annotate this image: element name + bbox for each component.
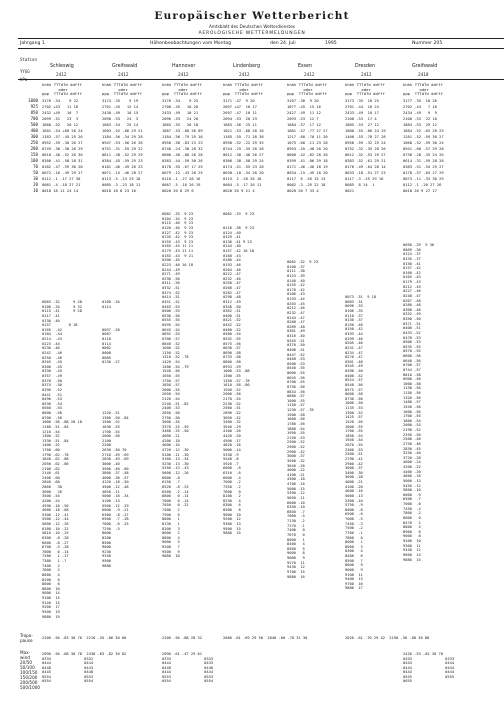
level-row: 0110 -1 -27 28 16 <box>162 177 201 181</box>
level-row: 0610 -40 -52 26 30 <box>42 153 83 157</box>
level-row: 0947 -53 -56 26 26 <box>102 141 143 145</box>
level-row: 2099 -51 23 3 <box>42 117 79 121</box>
station-upper-column <box>287 98 328 194</box>
level-row: 0606 -40 -88 26 28 <box>162 153 203 157</box>
level-row: 2432 +49 10 7 <box>42 111 79 115</box>
maxwind-row: 2090 -56 -68 30 78 2430 -63 -82 30 82 0334 0332 0444 0444 0448 0443 0445 0448 0554 0553 0554 0554 <box>42 652 127 683</box>
level-row: 2697 -47 10 11 <box>223 111 257 115</box>
level-row: 1075 -60 -11 23 28 <box>287 141 328 145</box>
pressure-level: 30 <box>33 176 38 181</box>
report-section: AEROLOGISCHE WETTERMELDUNGEN <box>198 31 306 36</box>
level-row: 0087 -5 -18 26 19 <box>162 183 201 187</box>
level-row: 1184 -56 -79 25 16 <box>162 135 203 139</box>
maxwind-label: Max- wind 20/50 50/100 100/150 150/200 200/500 500/1000 <box>20 650 41 690</box>
level-row: 0182 -47 -59 30 28 <box>42 165 83 169</box>
station-name: Greifswald <box>412 64 438 69</box>
level-row: 0073 -11 -33 30 29 <box>403 177 444 181</box>
level-row: 1881 -57 -77 27 27 <box>287 129 328 133</box>
significant-level-block: 0050 -29 9 36 0069 -30 0124 -37 0135 -37 0150 -41 0157 -42 0160 -42 0165 -43 0179 -43 0212 -45 0227 -46 0248 -47 0267 -48 0280 -48 0300 -48 0332 -49 0350 -50 0371 -51 0400 -51 0433 -52 0478 -53 0500 -53 0535 -55 0570 -55 0600 -56 0640 -56 0700 -57 0744 -57 0810 -58 0900 -58 1000 -58 1130 -56 1150 -56 1320 -56 1480 -57 1540 -56 1600 -56 1700 -55 1800 -54 2000 -53 2190 -52 2350 -50 2500 -48 2750 -46 2830 -45 3250 -40 3720 -28 4000 -24 4200 -22 4400 -20 4600 -18 5000 -13 5450 -12 5800 -10 6000 -9 6500 -7 7000 -6 7450 -4 7800 -2 8000 0 8470 2 8800 4 8960 6 9000 8 9200 10 9300 11 9440 12 9600 14 9880 15 <box>403 243 435 562</box>
level-row: 2098 -53 24 3 <box>102 117 139 121</box>
tropopause-row: 2200 -56 -83 30 70 2210 -55 -86 30 80 <box>42 636 127 640</box>
level-row: 1281 -52 -59 30 27 <box>403 135 444 139</box>
report-title: Europäischer Wetterbericht <box>154 10 350 22</box>
significant-level-block: 0083 -32 9 28 0100 -34 9 32 0115 -41 9 28 0117 -41 0130 -40 0157 8 18 0165 -42 0184 -44 0214 -43 0223 -44 0236 -46 0242 -46 0250 -46 0265 -45 0300 -45 0330 -45 0357 -49 0370 -50 0374 -50 0390 -52 0441 -51 0490 -53 0530 -54 0560 -55 0600 -56 0700 -56 1000 -56 -88 28 18 1180 -51 -84 1210 -54 1300 -52 1330 -51 -84 1400 -52 1700 -60 1790 -62 -78 1840 -62 -88 2050 -62 -86 2100 -62 2140 -61 2400 -60 2840 -60 2860 30 3000 26 3500 -54 4200 -24 4590 -18 -50 4680 -18 -68 5300 -12 -41 5500 -12 -44 5600 -12 -26 6180 -10 -22 5810 -10 -25 6300 -8 -28 6600 -8 -27 6700 -5 -28 7000 0 -14 7280 1 -17 7380 1 -7 7400 2 7600 2 8000 4 8200 6 8600 8 8800 10 9000 14 9100 15 9140 15 9200 17 9500 19 9880 19 <box>42 300 82 619</box>
level-row: 0020 20 9 21 4 <box>223 189 255 193</box>
level-row: 0081 -4 -18 27 21 <box>42 183 81 187</box>
level-row: 0112 -1 -17 27 30 <box>42 177 81 181</box>
level-row: 1887 -53 -68 26 09 <box>162 129 203 133</box>
table-rule <box>18 79 504 80</box>
level-row: 1183 -57 -45 25 26 <box>42 135 83 139</box>
significant-level-block: 0100 -34 0114 0057 -20 0087 0118 0114 0082 0008 0085 0130 -27 1220 -51 1380 -50 -84 1500 -52 1630 -53 1700 -54 2000 -58 2100 2200 2630 -50 70 2710 -49 -69 2830 -49 -69 3000 -40 3500 -40 -60 3800 -37 -58 4000 -30 -57 4120 -18 -50 4500 -12 -48 4850 -11 5000 -16 -34 5100 -13 5500 -12 -29 6000 -9 -21 6300 -8 -27 6500 -7 -28 7000 -6 -25 7250 -5 8000 8200 8500 9000 9230 9330 9500 9880 <box>102 300 129 568</box>
column-header: hhhh TTTdTd ddfff oder ppp TTTdTd ddfff <box>102 82 142 97</box>
level-row: 2430 -49 10 15 <box>102 111 139 115</box>
level-row: 0082 -3 -29 22 18 <box>287 183 326 187</box>
level-row: 0384 -45 -59 29 23 <box>102 159 143 163</box>
level-row: 1184 -56 -34 29 28 <box>102 135 143 139</box>
station-name: Essen <box>298 64 313 69</box>
level-row: 3177 -35 10 26 <box>403 99 437 103</box>
level-row: 1884 -57 17 12 <box>287 123 321 127</box>
level-row: 0176 -49 -64 28 14 <box>345 165 386 169</box>
station-upper-column <box>345 98 386 194</box>
level-row: 0181 -46 -49 26 23 <box>102 165 143 169</box>
report-subtitle: Amtsblatt des Deutschen Wetterdienstes <box>209 24 295 29</box>
station-name: Dresden <box>355 64 376 69</box>
pressure-level: 850 <box>30 110 38 115</box>
significant-level-block: 0082 -33 9 23 0104 -34 9 23 0115 -40 9 23 0120 -40 9 23 0127 -42 9 23 0135 -42 9 23 0155 -43 9 23 0165 -43 11 11 0179 -43 11 11 0183 -43 9 21 0200 -45 0223 -46 10 18 0244 -49 0271 -49 0290 -50 0311 -50 0332 -51 0374 -52 0414 -51 0451 -52 0483 -53 0500 -53 0530 -56 0555 -55 0595 -54 0645 -54 0692 -53 0700 -57 0840 -52 1000 -52 1150 -52 1310 -52 -78 1420 -54 1500 -54 -79 1540 -56 1650 -55 1750 -57 1850 -57 2000 -55 2050 -54 2120 -54 2240 -51 -82 2400 -53 2650 -50 2750 -50 3000 -45 3370 -25 -55 3460 -25 -50 4000 -21 4200 -18 4600 -16 4720 -12 -30 5100 -11 -30 5160 -13 -34 5230 -13 -30 5350 -13 -43 5600 -12 -26 6000 -8 6150 -7 6520 -8 -25 6560 -2 -14 6800 0 -14 7000 0 -14 7050 0 -22 7400 2 7500 0 8000 1 8130 1 8200 3 8600 2 8800 4 9000 5 9200 7 9500 9 9880 10 <box>162 212 194 559</box>
pressure-levels <box>22 98 38 194</box>
report-year: 1995 <box>325 41 337 46</box>
level-row: 0085 8 14 1 <box>345 183 375 187</box>
level-row: 1880 -55 -66 24 19 <box>345 129 386 133</box>
level-row: 2100 -53 22 18 <box>403 117 437 121</box>
report-date: den 24. Juli <box>270 41 296 46</box>
level-row: 0953 -45 -48 20 20 <box>287 147 328 151</box>
level-row: 1217 -60 -70 11 20 <box>287 135 328 139</box>
level-row: 0600 -42 -82 28 28 <box>287 153 328 157</box>
level-row: 0084 -5 -17 26 11 <box>223 183 262 187</box>
level-row: 0612 -30 -46 26 27 <box>223 153 264 157</box>
level-row: 1884 -53 29 12 <box>403 123 437 127</box>
level-row: 0386 -41 -58 28 31 <box>42 159 83 163</box>
station-id: 2412 <box>304 73 315 78</box>
level-row: 2701 -45 12 14 <box>102 105 139 109</box>
level-row: 0112 -1 -20 27 26 <box>403 183 442 187</box>
column-header: hhhh TTTdTd ddfff oder ppp TTTdTd ddfff <box>42 82 82 97</box>
level-row: 0751 -31 -55 29 22 <box>102 147 143 151</box>
level-row: 3174 -35 9 19 <box>102 99 139 103</box>
station-name: Greifswald <box>112 64 138 69</box>
level-row: 0752 -32 -35 28 26 <box>345 147 386 151</box>
tropopause-row: 2080 -61 -69 29 58 2040 -60 -70 31 30 <box>223 636 308 640</box>
pressure-level: 150 <box>30 152 38 157</box>
level-row: 0020 20 8 29 6 <box>162 189 194 193</box>
level-row: 2093 -53 12 7 <box>287 117 319 121</box>
level-row: 0950 -58 -83 23 23 <box>162 141 203 145</box>
pressure-level: 1000 <box>28 98 38 103</box>
station-upper-column <box>102 98 143 194</box>
level-row: 0611 -38 -52 29 29 <box>102 153 143 157</box>
maxwind-row: 2420 -53 -82 30 78 0333 0333 0444 0444 0444 0444 0444 0444 0555 0555 0655 <box>403 652 455 683</box>
level-row: 0071 -15 -46 28 27 <box>102 171 143 175</box>
level-row: 0021 <box>345 189 355 193</box>
level-row: 0383 -51 -54 29 27 <box>403 165 444 169</box>
level-row: 0178 -57 -65 27 29 <box>403 171 444 175</box>
hpa-label: hPa <box>20 77 28 82</box>
level-row: 2427 -49 11 12 <box>287 111 321 115</box>
station-upper-column <box>162 98 203 194</box>
level-row: 1821 -53 -68 28 10 <box>223 129 264 133</box>
jahrgang: Jahrgang 1 <box>20 41 45 46</box>
level-row: 1603 -52 -66 29 21 <box>102 129 143 133</box>
level-row: 0956 -59 -32 25 24 <box>345 141 386 145</box>
station-upper-column <box>223 98 264 194</box>
station-id: 2412 <box>118 73 129 78</box>
pressure-level: 10 <box>33 188 38 193</box>
level-row: 0117 6 -26 15 13 <box>287 177 326 181</box>
level-row: 2697 +47 10 17 <box>223 105 257 109</box>
level-row: 0072 -16 -49 29 27 <box>42 171 83 175</box>
pressure-level: 250 <box>30 140 38 145</box>
pressure-level: 100 <box>30 158 38 163</box>
station-name: Schleswig <box>50 64 74 69</box>
level-row: 0383 -52 -61 29 21 <box>345 159 386 163</box>
level-row: 3171 -47 9 20 <box>223 99 255 103</box>
level-row: 1060 -52 -59 30 24 <box>403 141 444 145</box>
level-row: 1885 -55 26 18 <box>162 123 199 127</box>
station-id: 2412 <box>361 73 372 78</box>
level-row: 0174 -51 -55 23 28 <box>223 165 264 169</box>
pressure-level: 700 <box>30 116 38 121</box>
level-row: 1883 -54 25 14 <box>102 123 139 127</box>
station-name: Lindenberg <box>233 64 261 69</box>
station-id: 2412 <box>239 73 250 78</box>
level-row: 0614 -31 -59 28 28 <box>403 159 444 163</box>
column-header: hhhh TTTdTd ddfff oder ppp TTTdTd ddfff <box>403 82 443 97</box>
significant-level-block: 0082 -32 9 23 0100 -37 0111 -38 0123 -39 0140 -40 0155 -42 0170 -42 0186 -43 0193 -44 0203 -45 0212 -46 0232 -47 0244 -47 0268 -47 0289 -48 0301 -49 0316 -50 0345 -51 0370 -50 0408 -51 0447 -52 0468 -53 0500 -53 0540 -55 0600 -55 0645 -56 0700 -55 0756 -56 0834 -56 0880 -57 1000 -55 1150 -57 1230 -57 -78 1500 -58 1660 -56 1780 -56 1880 -54 1950 -55 2150 -53 2300 -52 2560 -52 2900 -42 3000 -37 3500 -32 3640 -26 4000 -22 4100 -21 4300 -18 4700 -16 5000 -15 5390 -12 5650 -11 6000 -10 6350 -10 6850 -7 7000 -5 7130 -2 7270 -1 7400 0 7670 0 8000 1 8400 4 8560 5 9000 8 9080 9 9270 11 9430 12 9700 15 9880 16 <box>287 260 319 579</box>
level-row: 1601 -54 +68 26 24 <box>42 129 83 133</box>
level-row: 0113 -5 -13 29 18 <box>102 177 141 181</box>
level-row: 0020 20 7 33 4 <box>287 189 319 193</box>
significant-level-block: 0073 -31 9 18 0083 -31 0096 -33 0106 -35 0110 -37 0130 -37 0150 -40 0150 -42 0193 -44 0199 -46 0205 -46 0231 -47 0234 -47 0270 -47 0301 -48 0345 -49 0390 -50 0400 -52 0524 -57 0548 -56 0575 -57 0600 -58 0730 -56 1000 -58 1135 -53 1300 -52 1425 -57 1520 -56 1600 -55 1700 -55 1850 -54 1940 -54 2070 -55 2360 -53 2500 -51 2790 -41 2900 -42 3000 -37 3400 -30 3600 -28 4000 -21 4100 -20 4600 -16 5000 -13 5300 -10 5750 -9 6000 -8 6500 -6 7000 -5 7450 -3 7500 -2 7700 -1 7860 0 8000 1 8060 3 8300 4 8400 6 8500 7 8800 9 9000 9 9100 11 9400 13 9700 16 9880 17 <box>345 295 377 591</box>
column-header: hhhh TTTdTd ddfff oder ppp TTTdTd ddfff <box>223 82 263 97</box>
level-row: 0085 -3 -23 18 11 <box>102 183 141 187</box>
pressure-level: 300 <box>30 134 38 139</box>
level-row: 0079 -12 -43 28 25 <box>162 171 203 175</box>
significant-level-block: 0082 -33 9 23 0118 -38 9 23 0124 -40 0129 -41 0136 -41 9 23 0144 -40 0157 -42 10 18 0168 -43 0180 -44 0193 -46 0204 -46 0222 -47 0232 -46 0250 -47 0268 -47 0282 -47 0298 -48 0312 -49 0340 -50 0362 -51 0400 -51 0421 -52 0452 -52 0480 -52 0500 -54 0532 -55 0575 -56 0630 -57 0690 -58 0733 -58 0800 -58 0933 -59 1000 -53 -88 1300 -55 1350 -57 -78 1610 -58 -80 1940 -52 2000 -56 2170 -54 2230 -52 2560 -51 2890 -52 3050 -42 3300 -32 3540 -29 4100 -26 4420 -20 4500 -17 4820 -16 5000 -14 5330 -9 5540 -8 5920 -7 6000 -6 6310 -6 6600 -4 7000 -2 7350 -2 7600 0 8100 2 8230 4 8300 6 8500 8 9000 10 9200 12 9300 13 9500 15 9880 15 <box>223 212 255 536</box>
level-row: 2100 -53 17 4 <box>345 117 377 121</box>
level-row: 1884 -52 -65 28 23 <box>403 129 444 133</box>
level-row: 0018 18 11 24 14 <box>42 189 79 193</box>
level-row: 0950 -52 -22 29 35 <box>223 141 264 145</box>
pressure-level: 200 <box>30 146 38 151</box>
level-row: 2701 -44 10 24 <box>345 105 379 109</box>
level-row: 2434 -49 9 9 <box>403 111 437 115</box>
level-row: 0038 -10 -34 28 20 <box>223 171 264 175</box>
header-rule <box>18 38 504 39</box>
level-row: 2700 -45 10 20 <box>162 105 199 109</box>
header-rule-2 <box>18 48 504 49</box>
pressure-level: 500 <box>30 122 38 127</box>
pressure-level: 925 <box>30 104 38 109</box>
report-number: Nummer 205 <box>412 41 443 46</box>
level-row: 0744 -25 -35 28 28 <box>223 147 264 151</box>
level-row: 0399 -41 -86 29 18 <box>287 159 328 163</box>
level-row: 0033 -18 -51 27 23 <box>345 171 386 175</box>
level-row: 3173 -35 10 25 <box>345 99 379 103</box>
level-row: 3176 -34 9 25 <box>162 99 199 103</box>
level-row: 2433 -49 10 17 <box>345 111 379 115</box>
level-row: 0746 -24 -30 28 32 <box>162 147 203 151</box>
level-row: 0612 -32 -53 29 27 <box>345 153 386 157</box>
level-row: 0115 2 -20 26 18 <box>223 177 262 181</box>
station-upper-column <box>42 98 83 194</box>
level-row: 1885 -53 27 12 <box>345 123 379 127</box>
observation-label: Höhenbeobachtungen vom Montag <box>150 41 232 46</box>
level-row: 0034 -15 -49 18 20 <box>287 171 328 175</box>
station-label: Station <box>20 57 37 62</box>
pressure-level: 400 <box>30 128 38 133</box>
tropopause-label: Tropo- pause <box>20 633 33 643</box>
level-row: 0117 -3 -25 29 16 <box>345 177 384 181</box>
column-header: hhhh TTTdTd ddfff oder ppp TTTdTd ddfff <box>162 82 202 97</box>
level-row: 2096 -53 24 20 <box>162 117 199 121</box>
level-row: 1880 -52 20 12 <box>42 123 79 127</box>
level-row: 2702 +43 11 18 <box>42 105 79 109</box>
level-row: 3176 -34 9 22 <box>42 99 79 103</box>
level-row: 0749 -36 -30 26 29 <box>42 147 83 151</box>
station-id: 2412 <box>56 73 67 78</box>
station-id: 2418 <box>418 73 429 78</box>
level-row: 3167 -38 9 20 <box>287 99 319 103</box>
level-row: 0178 -55 -67 17 25 <box>162 165 203 169</box>
pressure-level: 70 <box>33 164 38 169</box>
level-row: 0171 -46 -46 18 19 <box>287 165 328 169</box>
level-row: 0386 -38 -58 29 24 <box>223 159 264 163</box>
level-row: 0383 -44 -59 30 26 <box>162 159 203 163</box>
level-row: 2433 -49 10 21 <box>162 111 199 115</box>
tropopause-row: 2200 -56 -88 28 32 <box>162 636 202 640</box>
yygg-label: YYGG <box>20 69 30 74</box>
pressure-level: 50 <box>33 170 38 175</box>
level-row: 0941 -60 -57 29 28 <box>403 147 444 151</box>
level-row: 1185 -55 -71 28 38 <box>223 135 264 139</box>
pressure-level: 20 <box>33 182 38 187</box>
level-row: 2094 -53 20 23 <box>223 117 257 121</box>
station-name: Hannover <box>172 64 196 69</box>
column-header: hhhh TTTdTd ddfff oder ppp TTTdTd ddfff <box>287 82 327 97</box>
level-row: 0738 -28 -35 24 26 <box>403 153 444 157</box>
level-row: 1883 -56 25 11 <box>223 123 257 127</box>
tropopause-row: 2020 -61 -70 29 42 2190 -56 -88 30 88 <box>345 636 430 640</box>
level-row: 1877 -45 15 16 <box>287 105 321 109</box>
level-row: 0952 -59 -30 26 27 <box>42 141 83 145</box>
maxwind-row: 2090 -61 -47 29 61 0333 0333 0444 0443 0448 0446 0444 0444 0553 0553 0554 0554 <box>162 652 214 683</box>
column-header: hhhh TTTdTd ddfff oder ppp TTTdTd ddfff <box>345 82 385 97</box>
level-row: 1400 -53 -78 27 28 <box>345 135 386 139</box>
level-row: 0018 18 8 23 16 <box>102 189 136 193</box>
station-id: 2412 <box>178 73 189 78</box>
station-upper-column <box>403 98 444 194</box>
level-row: 2702 -44 7 16 <box>403 105 437 109</box>
level-row: 0018 20 9 27 17 <box>403 189 437 193</box>
